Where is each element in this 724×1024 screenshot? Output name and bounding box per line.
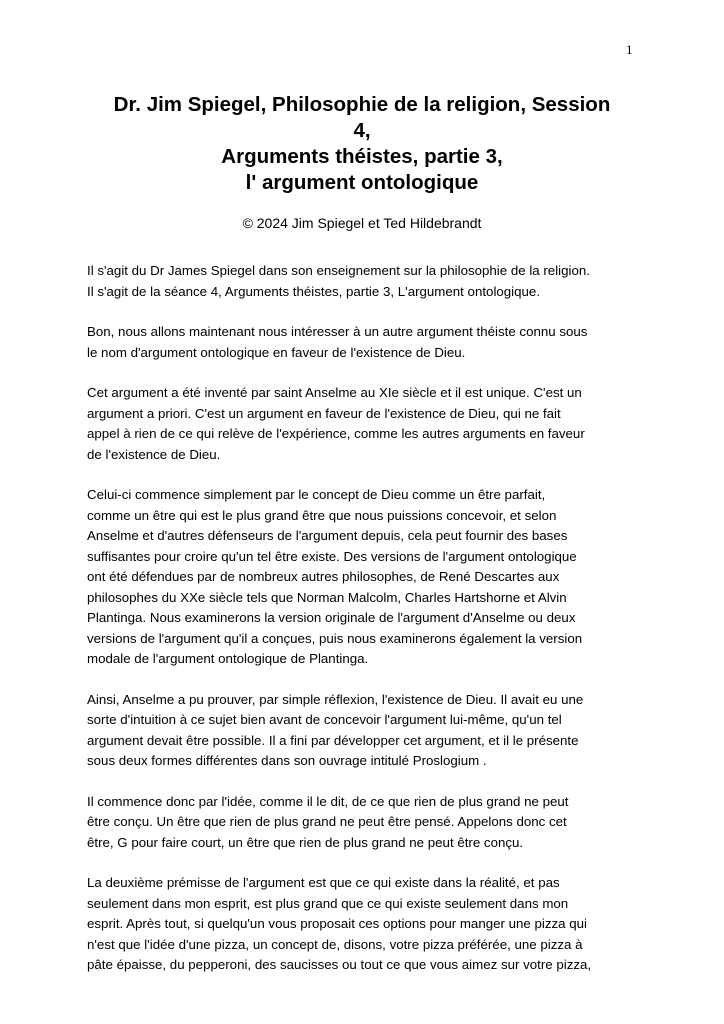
paragraph-line: n'est que l'idée d'une pizza, un concept de, disons, votre pizza préférée, une pizza à	[87, 936, 583, 952]
paragraph-line: argument devait être possible. Il a fini par développer cet argument, et il le présente	[87, 732, 579, 748]
copyright-notice: © 2024 Jim Spiegel et Ted Hildebrandt	[242, 215, 482, 231]
paragraph-line: Il s'agit du Dr James Spiegel dans son enseignement sur la philosophie de la religion.	[87, 263, 590, 278]
paragraph-line: versions de l'argument qu'il a conçues, puis nous examinerons également la version	[87, 630, 583, 646]
paragraph-line: être conçu. Un être que rien de plus grand ne peut être pensé. Appelons donc cet	[87, 814, 567, 829]
paragraph-line: sous deux formes différentes dans son ouvrage intitulé Proslogium .	[87, 753, 487, 768]
paragraph-line: Anselme et d'autres défenseurs de l'argument depuis, cela peut fournir des bases	[87, 528, 568, 543]
paragraph-line: Il s'agit de la séance 4, Arguments théistes, partie 3, L'argument ontologique.	[87, 283, 541, 299]
paragraph-line: ont été défendues par de nombreux autres philosophes, de René Descartes aux	[87, 569, 560, 584]
paragraph-line: argument a priori. C'est un argument en faveur de l'existence de Dieu, qui ne fait	[87, 405, 561, 421]
paragraph	[87, 690, 647, 772]
title-line: 4,	[353, 119, 371, 142]
paragraph	[87, 873, 647, 976]
paragraph-line: appel à rien de ce qui relève de l'expérience, comme les autres arguments en faveur	[87, 426, 585, 441]
paragraph-line: suffisantes pour croire qu'un tel être existe. Des versions de l'argument ontologique	[87, 548, 577, 564]
page-number: 1	[626, 42, 633, 57]
paragraph-line: modale de l'argument ontologique de Plantinga.	[87, 651, 369, 666]
paragraph-line: seulement dans mon esprit, est plus grand que ce qui existe seulement dans mon	[87, 895, 569, 911]
paragraph-line: pâte épaisse, du pepperoni, des saucisses ou tout ce que vous aimez sur votre pizza,	[87, 957, 592, 972]
paragraph-line: Ainsi, Anselme a pu prouver, par simple réflexion, l'existence de Dieu. Il avait eu une	[87, 691, 584, 707]
paragraph-line: Bon, nous allons maintenant nous intéresser à un autre argument théiste connu sous	[87, 324, 588, 339]
document-body	[87, 261, 647, 996]
title-line: Dr. Jim Spiegel, Philosophie de la religion, Session	[113, 93, 611, 116]
paragraph-line: La deuxième prémisse de l'argument est que ce qui existe dans la réalité, et pas	[87, 875, 560, 890]
paragraph-line: Plantinga. Nous examinerons la version originale de l'argument d'Anselme ou deux	[87, 610, 576, 625]
paragraph-line: le nom d'argument ontologique en faveur de l'existence de Dieu.	[87, 344, 466, 360]
paragraph	[87, 322, 647, 363]
title-line: Arguments théistes, partie 3,	[221, 145, 503, 168]
paragraph	[87, 792, 647, 854]
paragraph-line: sorte d'intuition à ce sujet bien avant de concevoir l'argument lui-même, qu'un tel	[87, 712, 562, 727]
paragraph-line: Cet argument a été inventé par saint Anselme au XIe siècle et il est unique. C'est un	[87, 385, 582, 400]
paragraph-line: comme un être qui est le plus grand être que nous puissions concevoir, et selon	[87, 507, 557, 523]
paragraph-line: philosophes du XXe siècle tels que Norman Malcolm, Charles Hartshorne et Alvin	[87, 589, 567, 605]
paragraph-line: esprit. Après tout, si quelqu'un vous proposait ces options pour manger une pizza qui	[87, 916, 587, 931]
paragraph-line: être, G pour faire court, un être que rien de plus grand ne peut être conçu.	[87, 834, 524, 850]
paragraph-line: Celui-ci commence simplement par le concept de Dieu comme un être parfait,	[87, 487, 546, 502]
document-title	[84, 92, 640, 196]
paragraph-line: de l'existence de Dieu.	[87, 446, 221, 462]
paragraph	[87, 485, 647, 670]
title-line: l' argument ontologique	[245, 171, 479, 194]
paragraph	[87, 383, 647, 465]
paragraph-line: Il commence donc par l'idée, comme il le dit, de ce que rien de plus grand ne peut	[87, 793, 569, 809]
paragraph	[87, 261, 647, 302]
